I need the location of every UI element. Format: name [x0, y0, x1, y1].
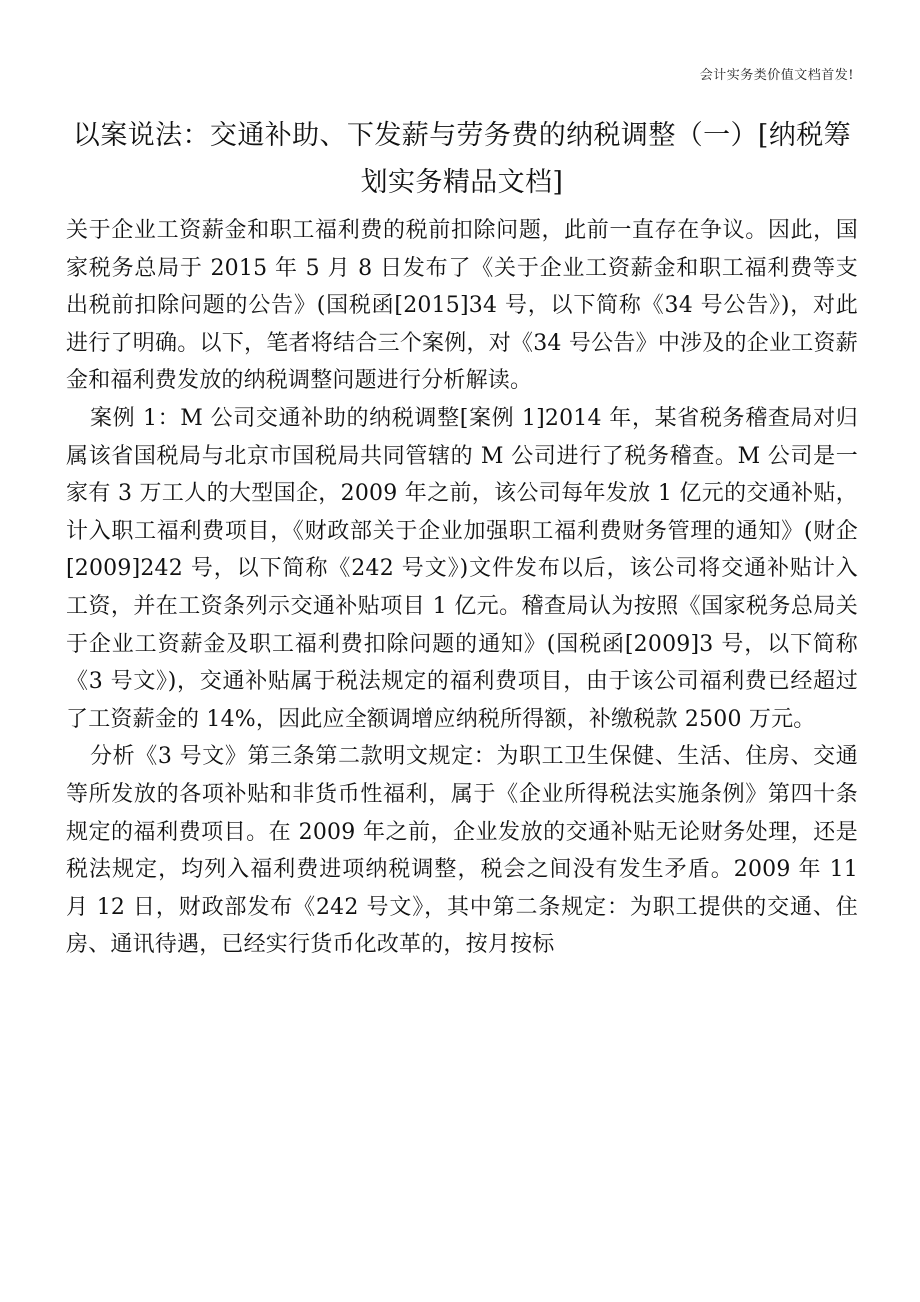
document-body — [66, 212, 858, 964]
paragraph-case-1: 案例 1：M 公司交通补助的纳税调整[案例 1]2014 年，某省税务稽查局对归属该省国税局与北京市国税局共同管辖的 M 公司进行了税务稽查。M 公司是一家有 3 万工人的大型国企，2009 年之前，该公司每年发放 1 亿元的交通补贴，计入职工福利费项目，《财政部关于企业加强职工福利费财务管理的通知》(财企[2009]242 号，以下简称《242 号文》)文件发布以后，该公司将交通补贴计入工资，并在工资条列示交通补贴项目 1 亿元。稽查局认为按照《国家税务总局关于企业工资薪金及职工福利费扣除问题的通知》(国税函[2009]3 号，以下简称《3 号文》)，交通补贴属于税法规定的福利费项目，由于该公司福利费已经超过了工资薪金的 14%，因此应全额调增应纳税所得额，补缴税款 2500 万元。 — [66, 405, 858, 732]
document-title: 以案说法：交通补助、下发薪与劳务费的纳税调整（一）[纳税筹划实务精品文档] — [72, 120, 852, 198]
paragraph-intro: 关于企业工资薪金和职工福利费的税前扣除问题，此前一直存在争议。因此，国家税务总局于 2015 年 5 月 8 日发布了《关于企业工资薪金和职工福利费等支出税前扣除问题的公告》(国税函[2015]34 号，以下简称《34 号公告》)，对此进行了明确。以下，笔者将结合三个案例，对《34 号公告》中涉及的企业工资薪金和福利费发放的纳税调整问题进行分析解读。 — [66, 218, 858, 394]
paragraph-analysis: 分析《3 号文》第三条第二款明文规定：为职工卫生保健、生活、住房、交通等所发放的各项补贴和非货币性福利，属于《企业所得税法实施条例》第四十条规定的福利费项目。在 2009 年之前，企业发放的交通补贴无论财务处理，还是税法规定，均列入福利费进项纳税调整，税会之间没有发生矛盾。2009 年 11 月 12 日，财政部发布《242 号文》，其中第二条规定：为职工提供的交通、住房、通讯待遇，已经实行货币化改革的，按月按标 — [66, 744, 858, 958]
header-note: 会计实务类价值文档首发! — [699, 68, 854, 83]
